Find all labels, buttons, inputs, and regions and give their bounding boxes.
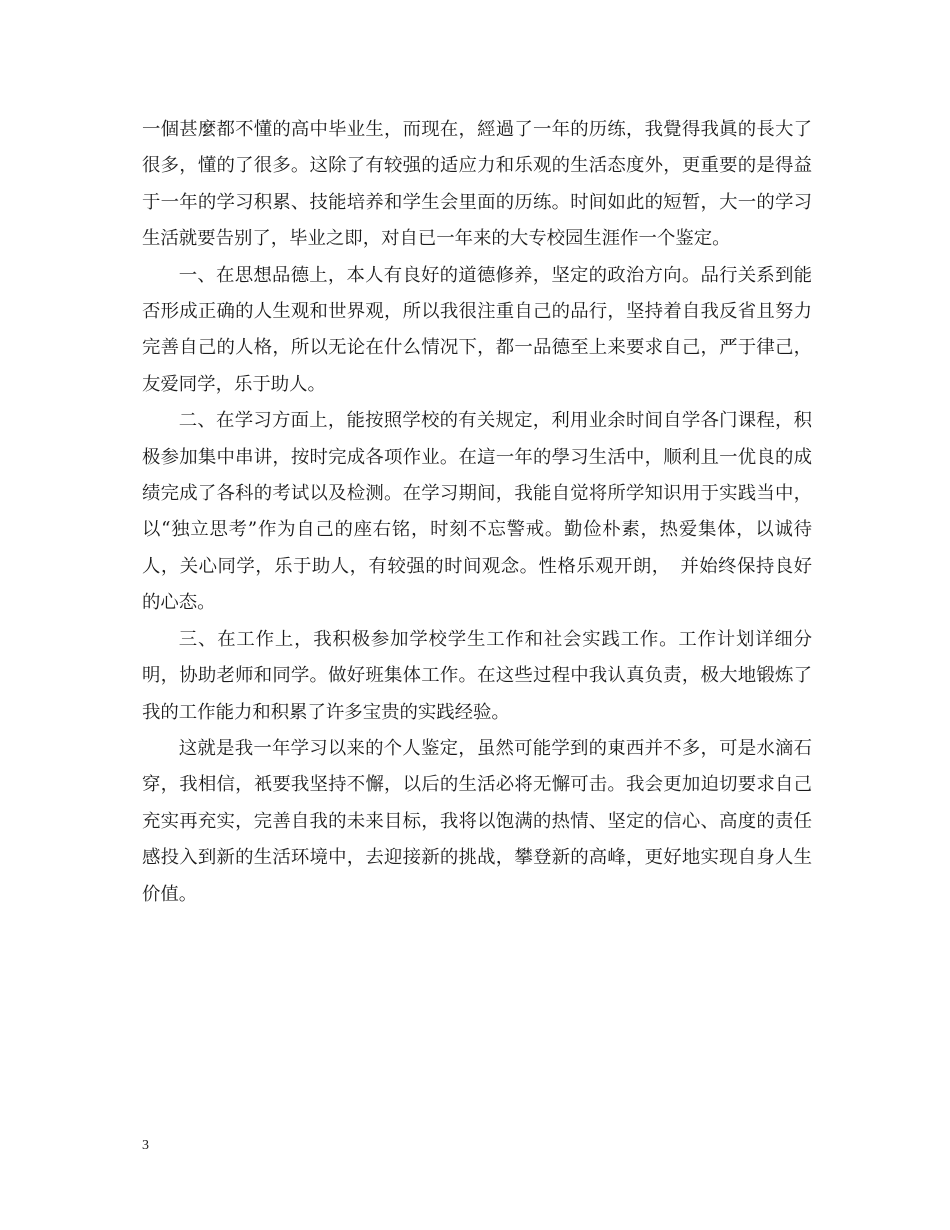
paragraph-conclusion: 这就是我一年学习以来的个人鉴定，虽然可能学到的東西并不多，可是水滴石穿，我相信，衹要我坚持不懈，以后的生活必将无懈可击。我会更加迫切要求自己充实再充实，完善自我的未来目标，我将以饱满的热情、坚定的信心、高度的责任感投入到新的生活环境中，去迎接新的挑战，攀登新的高峰，更好地实现自身人生价值。 — [142, 737, 812, 905]
document-body — [142, 112, 812, 913]
paragraph-moral-character: 一、在思想品德上，本人有良好的道德修养，坚定的政治方向。品行关系到能否形成正确的人生观和世界观，所以我很注重自己的品行，坚持着自我反省且努力完善自己的人格，所以无论在什么情况下，都一品德至上来要求自己，严于律己，友爱同学，乐于助人。 — [142, 264, 812, 395]
paragraph-intro: 一個甚麼都不懂的高中毕业生，而现在，經過了一年的历练，我覺得我眞的長大了很多，懂的了很多。这除了有较强的适应力和乐观的生活态度外，更重要的是得益于一年的学习积累、技能培养和学生会里面的历练。时间如此的短暂，大一的学习生活就要告别了，毕业之即，对自已一年来的大专校园生涯作一个鉴定。 — [142, 119, 812, 250]
page-number: 3 — [142, 1138, 149, 1153]
paragraph-study: 二、在学习方面上，能按照学校的有关规定，利用业余时间自学各门课程，积极参加集中串讲，按时完成各项作业。在這一年的學习生活中，顺利且一优良的成绩完成了各科的考试以及检测。在学习期间，我能自觉将所学知识用于实践当中，以“独立思考”作为自己的座右铭，时刻不忘警戒。勤俭朴素，热爱集体，以诚待人，关心同学，乐于助人，有较强的时间观念。性格乐观开朗， 并始终保持良好的心态。 — [142, 410, 812, 614]
paragraph-work: 三、在工作上，我积极参加学校学生工作和社会实践工作。工作计划详细分明，协助老师和同学。做好班集体工作。在这些过程中我认真负责，极大地锻炼了我的工作能力和积累了许多宝贵的实践经验。 — [142, 628, 812, 723]
